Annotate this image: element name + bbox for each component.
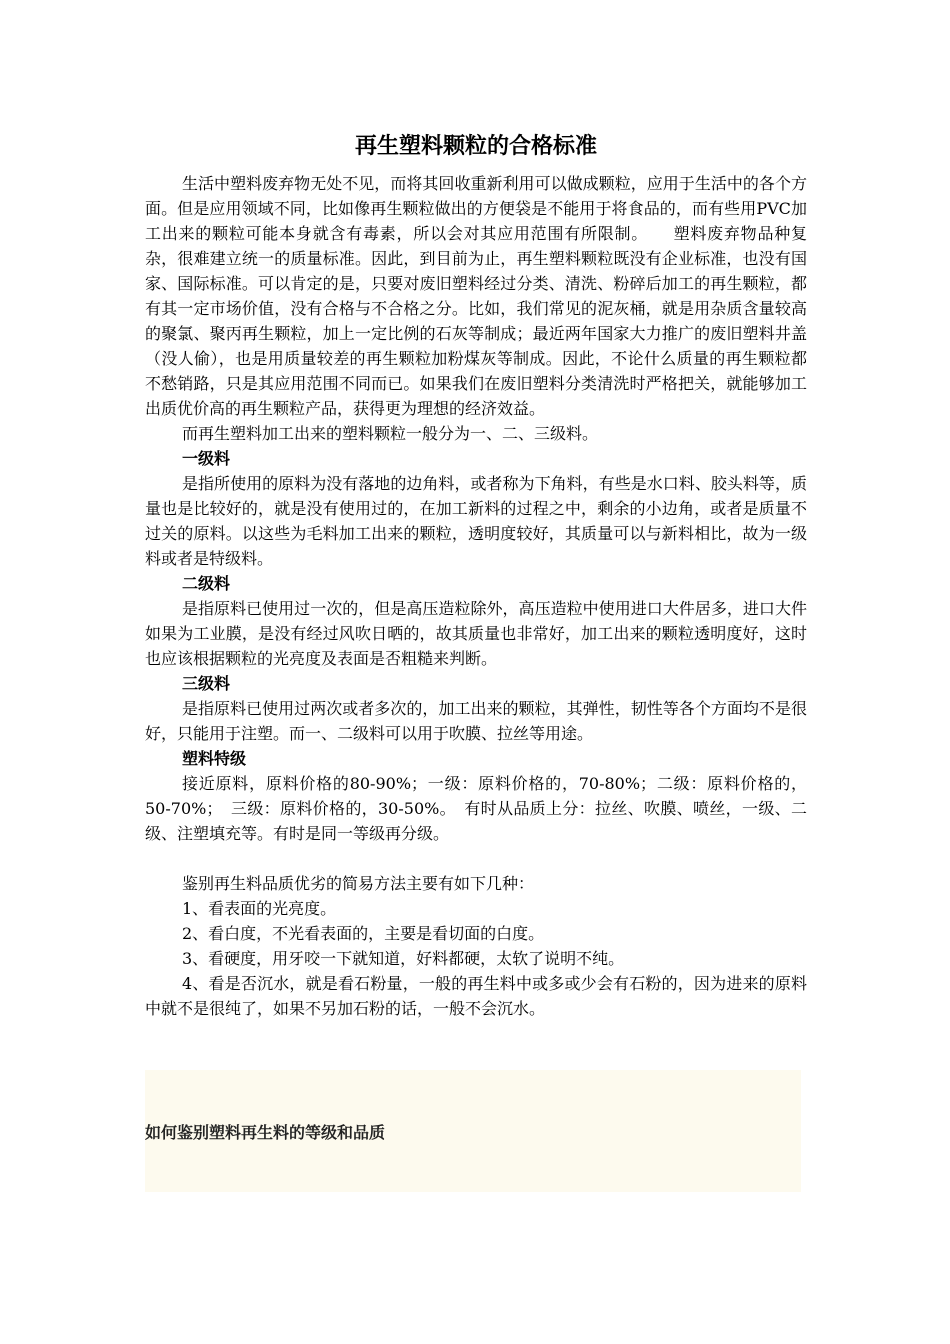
blank-line [145,846,807,871]
grade2-text: 是指原料已使用过一次的，但是高压造粒除外，高压造粒中使用进口大件居多，进口大件如果为工业膜，是没有经过风吹日晒的，故其质量也非常好，加工出来的颗粒透明度好，这时也应该根据颗粒的光亮度及表面是否粗糙来判断。 [145,599,807,668]
document-body [145,132,807,1021]
special-grade-text: 接近原料，原料价格的80-90%；一级：原料价格的，70-80%；二级：原料价格的，50-70%； 三级：原料价格的，30-50%。 有时从品质上分：拉丝、吹膜、喷丝，一级、二级、注塑填充等。有时是同一等级再分级。 [145,774,807,843]
method-item-1: 1、看表面的光亮度。 [182,899,337,918]
method-item-2: 2、看白度，不光看表面的，主要是看切面的白度。 [182,924,545,943]
grade3-heading: 三级料 [182,674,231,693]
highlight-box-title: 如何鉴别塑料再生料的等级和品质 [145,1123,386,1142]
method-item-4: 4、看是否沉水，就是看石粉量，一般的再生料中或多或少会有石粉的，因为进来的原料中就不是很纯了，如果不另加石粉的话，一般不会沉水。 [145,974,807,1018]
method-item-3: 3、看硬度，用牙咬一下就知道，好料都硬，太软了说明不纯。 [182,949,625,968]
page-title: 再生塑料颗粒的合格标准 [354,134,597,159]
special-grade-heading: 塑料特级 [182,749,247,768]
highlight-box [145,1070,801,1192]
grade2-heading: 二级料 [182,574,231,593]
methods-intro: 鉴别再生料品质优劣的简易方法主要有如下几种： [182,874,535,893]
grade1-heading: 一级料 [182,449,231,468]
intro-paragraph-1: 生活中塑料废弃物无处不见，而将其回收重新利用可以做成颗粒，应用于生活中的各个方面。但是应用领域不同，比如像再生颗粒做出的方便袋是不能用于将食品的，而有些用PVC加工出来的颗粒可能本身就含有毒素，所以会对其应用范围有所限制。 塑料废弃物品种复杂，很难建立统一的质量标准。因此，到目前为止，再生塑料颗粒既没有企业标准，也没有国家、国际标准。可以肯定的是，只要对废旧塑料经过分类、清洗、粉碎后加工的再生颗粒，都有其一定市场价值，没有合格与不合格之分。比如，我们常见的泥灰桶，就是用杂质含量较高的聚氯、聚丙再生颗粒，加上一定比例的石灰等制成；最近两年国家大力推广的废旧塑料井盖（没人偷），也是用质量较差的再生颗粒加粉煤灰等制成。因此，不论什么质量的再生颗粒都不愁销路，只是其应用范围不同而已。如果我们在废旧塑料分类清洗时严格把关，就能够加工出质优价高的再生颗粒产品，获得更为理想的经济效益。 [145,174,807,418]
grade1-text: 是指所使用的原料为没有落地的边角料，或者称为下角料，有些是水口料、胶头料等，质量也是比较好的，就是没有使用过的，在加工新料的过程之中，剩余的小边角，或者是质量不过关的原料。以这些为毛料加工出来的颗粒，透明度较好，其质量可以与新料相比，故为一级料或者是特级料。 [145,474,807,568]
intro-paragraph-2: 而再生塑料加工出来的塑料颗粒一般分为一、二、三级料。 [182,424,599,443]
grade3-text: 是指原料已使用过两次或者多次的，加工出来的颗粒，其弹性，韧性等各个方面均不是很好，只能用于注塑。而一、二级料可以用于吹膜、拉丝等用途。 [145,699,807,743]
